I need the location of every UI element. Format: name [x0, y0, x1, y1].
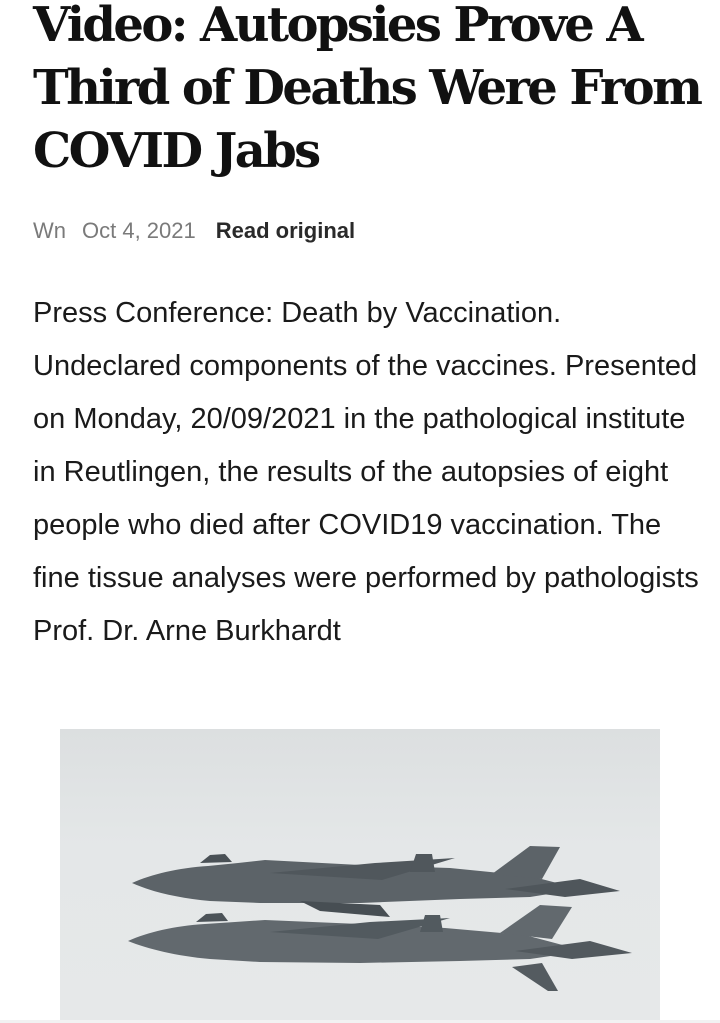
read-original-link[interactable]: Read original	[215, 218, 356, 243]
publish-date: Oct 4, 2021	[82, 218, 196, 243]
jet-lower	[128, 905, 632, 991]
author-name: Wn	[33, 218, 66, 243]
article-body: Press Conference: Death by Vaccination. Undeclared components of the vaccines. Presented on Monday, 20/09/2021 in the pathological institute in Reutlingen, the results of the autopsies of eight people who died after COVID19 vaccination. The fine tissue analyses were performed by pathologists Prof. Dr. Arne Burkhardt	[33, 297, 699, 647]
article-headline: Video: Autopsies Prove A Third of Deaths Were From COVID Jabs	[33, 0, 701, 179]
article-image	[60, 729, 660, 1023]
fighter-jets-illustration	[60, 729, 660, 1023]
article-meta	[33, 216, 355, 246]
